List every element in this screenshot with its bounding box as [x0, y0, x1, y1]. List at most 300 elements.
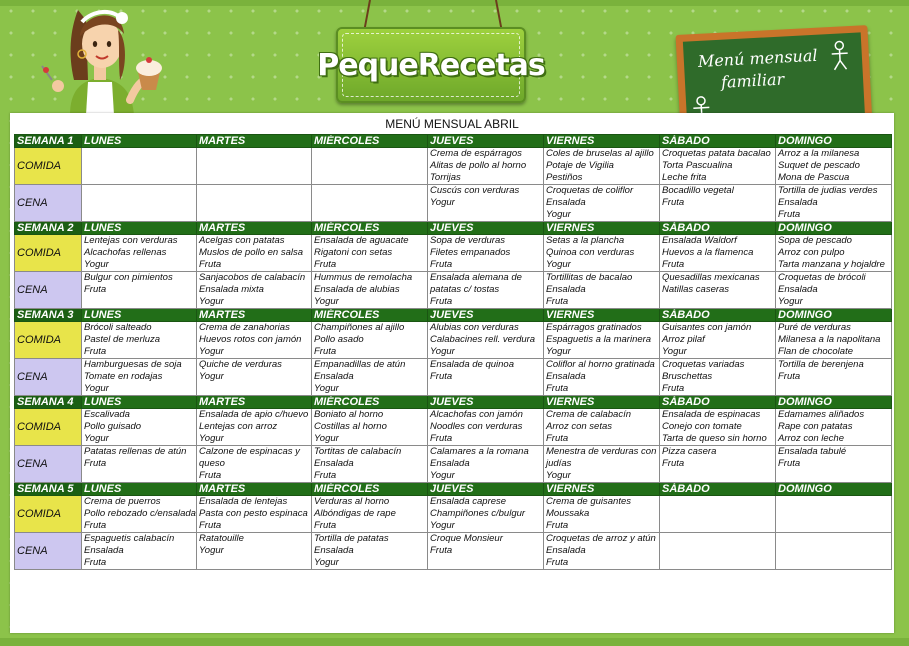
- dish-item: Fruta: [662, 197, 685, 208]
- meal-cell: [660, 185, 776, 222]
- meal-cell: [197, 533, 312, 570]
- dish-item: Champiñones al ajillo: [314, 322, 405, 333]
- dish-item: Tortilla de berenjena: [778, 359, 864, 370]
- girl-chef-illustration: [30, 0, 170, 115]
- meal-cell: [428, 409, 544, 446]
- dish-item: Croque Monsieur: [430, 533, 503, 544]
- dish-item: Ensalada alemana de: [430, 272, 522, 283]
- meal-cell: [82, 148, 197, 185]
- dish-item: Torrijas: [430, 172, 461, 183]
- meal-cell: [544, 148, 660, 185]
- meal-cell: [312, 148, 428, 185]
- meal-cell: [544, 409, 660, 446]
- day-header: VIERNES: [544, 309, 660, 322]
- dish-item: Crema de guisantes: [546, 496, 632, 507]
- dish-item: Fruta: [199, 259, 222, 270]
- meal-cell: [660, 235, 776, 272]
- dish-item: Brócoli salteado: [84, 322, 152, 333]
- meal-cell: [312, 496, 428, 533]
- dish-item: Moussaka: [546, 508, 590, 519]
- dish-item: Pestiños: [546, 172, 583, 183]
- dish-item: Albóndigas de rape: [314, 508, 396, 519]
- stick-figure-icon: [827, 39, 853, 72]
- meal-cell: [82, 496, 197, 533]
- dish-item: Edamames aliñados: [778, 409, 865, 420]
- day-header: MARTES: [197, 309, 312, 322]
- logo-text: PequeRecetas: [317, 47, 545, 83]
- dish-item: Pizza casera: [662, 446, 717, 457]
- meal-cell: [660, 409, 776, 446]
- lunch-label: COMIDA: [15, 409, 82, 446]
- meal-cell: [82, 533, 197, 570]
- meal-cell: [428, 185, 544, 222]
- day-header: JUEVES: [428, 222, 544, 235]
- dish-item: Huevos a la flamenca: [662, 247, 754, 258]
- dish-item: Guisantes con jamón: [662, 322, 752, 333]
- dish-item: Quesadillas mexicanas: [662, 272, 760, 283]
- day-header: JUEVES: [428, 309, 544, 322]
- dish-item: Ensalada de aguacate: [314, 235, 409, 246]
- lunch-row: [15, 409, 892, 446]
- day-header: MIÉRCOLES: [312, 483, 428, 496]
- meal-cell: [82, 409, 197, 446]
- dish-item: Espaguetis calabacín: [84, 533, 175, 544]
- dish-item: Ensalada de alubias: [314, 284, 400, 295]
- dish-item: Fruta: [199, 470, 222, 481]
- menu-title: MENÚ MENSUAL ABRIL: [385, 117, 519, 131]
- dish-item: Croquetas de arroz y atún: [546, 533, 656, 544]
- dish-item: Calabacines rell. verdura: [430, 334, 536, 345]
- dish-item: Cuscús con verduras: [430, 185, 520, 196]
- menu-sheet: [10, 113, 894, 633]
- meal-cell: [544, 272, 660, 309]
- day-header: VIERNES: [544, 222, 660, 235]
- dinner-label: CENA: [15, 359, 82, 396]
- day-header: JUEVES: [428, 135, 544, 148]
- meal-cell: [428, 235, 544, 272]
- day-header: LUNES: [82, 222, 197, 235]
- dish-item: Yogur: [546, 470, 571, 481]
- dish-item: Tarta manzana y hojaldre: [778, 259, 885, 270]
- dish-item: Yogur: [430, 470, 455, 481]
- dish-item: Yogur: [199, 433, 224, 444]
- meal-cell: [544, 496, 660, 533]
- dish-item: Yogur: [546, 346, 571, 357]
- dish-item: Coliflor al horno gratinada: [546, 359, 655, 370]
- day-header: VIERNES: [544, 396, 660, 409]
- dish-item: Ensalada: [314, 371, 354, 382]
- meal-cell: [312, 409, 428, 446]
- meal-cell: [197, 322, 312, 359]
- day-header: LUNES: [82, 135, 197, 148]
- dish-item: Tomate en rodajas: [84, 371, 163, 382]
- dinner-label: CENA: [15, 446, 82, 483]
- dish-item: Croquetas de coliflor: [546, 185, 634, 196]
- dish-item: Suquet de pescado: [778, 160, 860, 171]
- dish-item: Fruta: [430, 259, 453, 270]
- day-header: MIÉRCOLES: [312, 222, 428, 235]
- week-label: SEMANA 1: [15, 135, 82, 148]
- day-header: LUNES: [82, 483, 197, 496]
- dish-item: Conejo con tomate: [662, 421, 742, 432]
- dish-item: Fruta: [199, 520, 222, 531]
- dish-item: Fruta: [662, 458, 685, 469]
- day-header: MIÉRCOLES: [312, 135, 428, 148]
- dish-item: Alubias con verduras: [430, 322, 519, 333]
- dish-item: Yogur: [546, 209, 571, 220]
- dish-item: Costillas al horno: [314, 421, 387, 432]
- week-label: SEMANA 4: [15, 396, 82, 409]
- dish-item: Alitas de pollo al horno: [430, 160, 527, 171]
- week-header-row: [15, 483, 892, 496]
- dinner-row: [15, 533, 892, 570]
- day-header: MARTES: [197, 222, 312, 235]
- dish-item: Ensalada: [84, 545, 124, 556]
- meal-cell: [312, 533, 428, 570]
- dish-item: Croquetas de brócoli: [778, 272, 866, 283]
- week-label: SEMANA 3: [15, 309, 82, 322]
- dish-item: Fruta: [430, 296, 453, 307]
- dish-item: Arroz con leche: [778, 433, 845, 444]
- dish-item: Fruta: [546, 557, 569, 568]
- chalkboard-title: [697, 45, 819, 95]
- dish-item: Ensalada: [314, 458, 354, 469]
- dish-item: Fruta: [546, 383, 569, 394]
- meal-cell: [776, 272, 892, 309]
- dish-item: Arroz a la milanesa: [778, 148, 860, 159]
- meal-cell: [660, 533, 776, 570]
- dinner-label: CENA: [15, 185, 82, 222]
- dish-item: Hummus de remolacha: [314, 272, 413, 283]
- meal-cell: [544, 533, 660, 570]
- meal-cell: [776, 148, 892, 185]
- dish-item: Pollo asado: [314, 334, 364, 345]
- meal-cell: [660, 496, 776, 533]
- dish-item: Fruta: [84, 284, 107, 295]
- meal-cell: [312, 446, 428, 483]
- dish-item: Pasta con pesto espinaca: [199, 508, 308, 519]
- dish-item: Bocadillo vegetal: [662, 185, 734, 196]
- dish-item: Huevos rotos con jamón: [199, 334, 302, 345]
- dish-item: Ensalada: [314, 545, 354, 556]
- dish-item: Yogur: [199, 371, 224, 382]
- chalkboard-line-1: Menú mensual: [697, 45, 818, 71]
- dish-item: Pollo guisado: [84, 421, 142, 432]
- meal-cell: [197, 148, 312, 185]
- day-header: MARTES: [197, 483, 312, 496]
- bottom-stripe: [0, 638, 909, 646]
- dish-item: Ensalada: [778, 284, 818, 295]
- dish-item: queso: [199, 458, 225, 469]
- dish-item: Ensalada de quinoa: [430, 359, 514, 370]
- dinner-label: CENA: [15, 533, 82, 570]
- meal-cell: [660, 359, 776, 396]
- day-header: MARTES: [197, 135, 312, 148]
- dish-item: Yogur: [430, 346, 455, 357]
- week-header-row: [15, 222, 892, 235]
- dish-item: Yogur: [314, 433, 339, 444]
- dish-item: Coles de bruselas al ajillo: [546, 148, 654, 159]
- meal-cell: [428, 446, 544, 483]
- meal-cell: [776, 235, 892, 272]
- dish-item: Fruta: [314, 470, 337, 481]
- dish-item: Hamburguesas de soja: [84, 359, 182, 370]
- dish-item: Bulgur con pimientos: [84, 272, 173, 283]
- dish-item: Crema de calabacín: [546, 409, 632, 420]
- day-header: DOMINGO: [776, 309, 892, 322]
- pequerecetas-logo[interactable]: [317, 27, 545, 103]
- meal-cell: [197, 496, 312, 533]
- week-label: SEMANA 5: [15, 483, 82, 496]
- dish-item: Espaguetis a la marinera: [546, 334, 652, 345]
- dish-item: Fruta: [430, 433, 453, 444]
- dish-item: Tortilla de judias verdes: [778, 185, 878, 196]
- dish-item: Ensalada: [546, 284, 586, 295]
- meal-cell: [428, 322, 544, 359]
- dish-item: Muslos de pollo en salsa: [199, 247, 304, 258]
- dish-item: Filetes empanados: [430, 247, 511, 258]
- dish-item: Patatas rellenas de atún: [84, 446, 187, 457]
- dinner-row: [15, 359, 892, 396]
- day-header: DOMINGO: [776, 135, 892, 148]
- dish-item: patatas c/ tostas: [430, 284, 500, 295]
- dish-item: Ensalada: [546, 545, 586, 556]
- dish-item: Ensalada tabulé: [778, 446, 847, 457]
- dish-item: Yogur: [314, 557, 339, 568]
- dish-item: Fruta: [84, 520, 107, 531]
- day-header: LUNES: [82, 309, 197, 322]
- dish-item: Ratatouille: [199, 533, 244, 544]
- meal-cell: [197, 446, 312, 483]
- dish-item: Fruta: [662, 259, 685, 270]
- meal-cell: [82, 446, 197, 483]
- lunch-row: [15, 148, 892, 185]
- meal-cell: [544, 322, 660, 359]
- day-header: SÁBADO: [660, 483, 776, 496]
- dish-item: Ensalada: [546, 197, 586, 208]
- dish-item: Flan de chocolate: [778, 346, 853, 357]
- meal-cell: [197, 235, 312, 272]
- dish-item: Croquetas patata bacalao: [662, 148, 771, 159]
- meal-cell: [660, 446, 776, 483]
- dish-item: Arroz pilaf: [662, 334, 705, 345]
- meal-cell: [197, 359, 312, 396]
- dish-item: Lentejas con arroz: [199, 421, 278, 432]
- meal-cell: [776, 533, 892, 570]
- meal-cell: [82, 359, 197, 396]
- week-label: SEMANA 2: [15, 222, 82, 235]
- dinner-row: [15, 272, 892, 309]
- dish-item: Fruta: [546, 296, 569, 307]
- dish-item: Fruta: [778, 209, 801, 220]
- dish-item: Arroz con pulpo: [778, 247, 845, 258]
- dish-item: Leche frita: [662, 172, 707, 183]
- menu-table: [14, 134, 892, 570]
- day-header: DOMINGO: [776, 222, 892, 235]
- dish-item: Yogur: [199, 296, 224, 307]
- dish-item: Fruta: [314, 520, 337, 531]
- meal-cell: [660, 322, 776, 359]
- dish-item: Arroz con setas: [546, 421, 612, 432]
- meal-cell: [197, 185, 312, 222]
- dish-item: Milanesa a la napolitana: [778, 334, 881, 345]
- dish-item: Yogur: [199, 346, 224, 357]
- dish-item: Yogur: [84, 383, 109, 394]
- dish-item: Ensalada de espinacas: [662, 409, 761, 420]
- meal-cell: [197, 409, 312, 446]
- meal-cell: [544, 185, 660, 222]
- dish-item: Sopa de verduras: [430, 235, 505, 246]
- meal-cell: [82, 235, 197, 272]
- dish-item: Acelgas con patatas: [199, 235, 285, 246]
- lunch-label: COMIDA: [15, 322, 82, 359]
- day-header: MIÉRCOLES: [312, 309, 428, 322]
- dish-item: Lentejas con verduras: [84, 235, 178, 246]
- dish-item: Crema de zanahorias: [199, 322, 290, 333]
- dish-item: Fruta: [546, 433, 569, 444]
- day-header: SÁBADO: [660, 135, 776, 148]
- meal-cell: [660, 148, 776, 185]
- week-header-row: [15, 396, 892, 409]
- lunch-row: [15, 235, 892, 272]
- dinner-label: CENA: [15, 272, 82, 309]
- day-header: SÁBADO: [660, 396, 776, 409]
- dish-item: Tortitas de calabacín: [314, 446, 402, 457]
- week-header-row: [15, 135, 892, 148]
- dish-item: Yogur: [84, 433, 109, 444]
- dish-item: Tortilla de patatas: [314, 533, 389, 544]
- meal-cell: [82, 322, 197, 359]
- dish-item: Yogur: [199, 545, 224, 556]
- meal-cell: [428, 533, 544, 570]
- dish-item: Fruta: [546, 520, 569, 531]
- meal-cell: [428, 359, 544, 396]
- dish-item: Ensalada: [430, 458, 470, 469]
- meal-cell: [544, 359, 660, 396]
- dish-item: Rape con patatas: [778, 421, 853, 432]
- meal-cell: [776, 359, 892, 396]
- dish-item: Menestra de verduras con: [546, 446, 657, 457]
- meal-cell: [197, 272, 312, 309]
- day-header: VIERNES: [544, 135, 660, 148]
- meal-cell: [428, 148, 544, 185]
- dish-item: Ensalada: [546, 371, 586, 382]
- dish-item: Fruta: [430, 545, 453, 556]
- dish-item: Alcachofas rellenas: [84, 247, 167, 258]
- meal-cell: [312, 359, 428, 396]
- meal-cell: [776, 409, 892, 446]
- dish-item: Yogur: [430, 520, 455, 531]
- meal-cell: [544, 446, 660, 483]
- dish-item: Croquetas variadas: [662, 359, 745, 370]
- dish-item: Alcachofas con jamón: [430, 409, 523, 420]
- dish-item: Tortillitas de bacalao: [546, 272, 633, 283]
- dish-item: Fruta: [84, 346, 107, 357]
- dish-item: Bruschettas: [662, 371, 713, 382]
- dish-item: Rigatoni con setas: [314, 247, 393, 258]
- meal-cell: [776, 496, 892, 533]
- dish-item: Ensalada de lentejas: [199, 496, 288, 507]
- dish-item: Empanadillas de atún: [314, 359, 406, 370]
- dish-item: Ensalada caprese: [430, 496, 507, 507]
- dinner-row: [15, 446, 892, 483]
- dish-item: Yogur: [430, 197, 455, 208]
- meal-cell: [312, 185, 428, 222]
- meal-cell: [544, 235, 660, 272]
- dish-item: Yogur: [314, 383, 339, 394]
- dish-item: Champiñones c/bulgur: [430, 508, 526, 519]
- dish-item: Yogur: [314, 296, 339, 307]
- lunch-row: [15, 322, 892, 359]
- day-header: SÁBADO: [660, 309, 776, 322]
- day-header: JUEVES: [428, 396, 544, 409]
- dish-item: Sopa de pescado: [778, 235, 852, 246]
- dish-item: Puré de verduras: [778, 322, 851, 333]
- day-header: MIÉRCOLES: [312, 396, 428, 409]
- dish-item: Pollo rebozado c/ensalada: [84, 508, 196, 519]
- lunch-label: COMIDA: [15, 148, 82, 185]
- dish-item: Fruta: [314, 259, 337, 270]
- meal-cell: [428, 496, 544, 533]
- meal-cell: [428, 272, 544, 309]
- dish-item: Ensalada de apio c/huevo: [199, 409, 309, 420]
- meal-cell: [312, 322, 428, 359]
- dish-item: Fruta: [84, 557, 107, 568]
- dish-item: Boniato al horno: [314, 409, 384, 420]
- dish-item: Tarta de queso sin horno: [662, 433, 767, 444]
- day-header: MARTES: [197, 396, 312, 409]
- day-header: DOMINGO: [776, 483, 892, 496]
- dish-item: Fruta: [662, 383, 685, 394]
- dish-item: Quiche de verduras: [199, 359, 282, 370]
- dish-item: Escalivada: [84, 409, 130, 420]
- dish-item: Potaje de Vigilia: [546, 160, 614, 171]
- day-header: LUNES: [82, 396, 197, 409]
- dish-item: Setas a la plancha: [546, 235, 625, 246]
- dish-item: Fruta: [314, 346, 337, 357]
- dish-item: Quinoa con verduras: [546, 247, 635, 258]
- meal-cell: [82, 272, 197, 309]
- dish-item: Sanjacobos de calabacín: [199, 272, 306, 283]
- meal-cell: [82, 185, 197, 222]
- dish-item: Fruta: [778, 458, 801, 469]
- day-header: DOMINGO: [776, 396, 892, 409]
- dish-item: Torta Pascualina: [662, 160, 733, 171]
- lunch-label: COMIDA: [15, 235, 82, 272]
- dish-item: Calamares a la romana: [430, 446, 529, 457]
- week-header-row: [15, 309, 892, 322]
- dish-item: Pastel de merluza: [84, 334, 161, 345]
- dish-item: Yogur: [84, 259, 109, 270]
- meal-cell: [312, 235, 428, 272]
- day-header: SÁBADO: [660, 222, 776, 235]
- dish-item: Ensalada Waldorf: [662, 235, 737, 246]
- dish-item: Noodles con verduras: [430, 421, 523, 432]
- dinner-row: [15, 185, 892, 222]
- dish-item: Calzone de espinacas y: [199, 446, 300, 457]
- lunch-row: [15, 496, 892, 533]
- dish-item: Ensalada mixta: [199, 284, 264, 295]
- meal-cell: [776, 322, 892, 359]
- meal-cell: [776, 185, 892, 222]
- meal-cell: [660, 272, 776, 309]
- dish-item: Crema de puerros: [84, 496, 161, 507]
- dish-item: Yogur: [546, 259, 571, 270]
- dish-item: Fruta: [778, 371, 801, 382]
- dish-item: Yogur: [778, 296, 803, 307]
- dish-item: Verduras al horno: [314, 496, 390, 507]
- chalkboard-line-2: familiar: [720, 69, 785, 92]
